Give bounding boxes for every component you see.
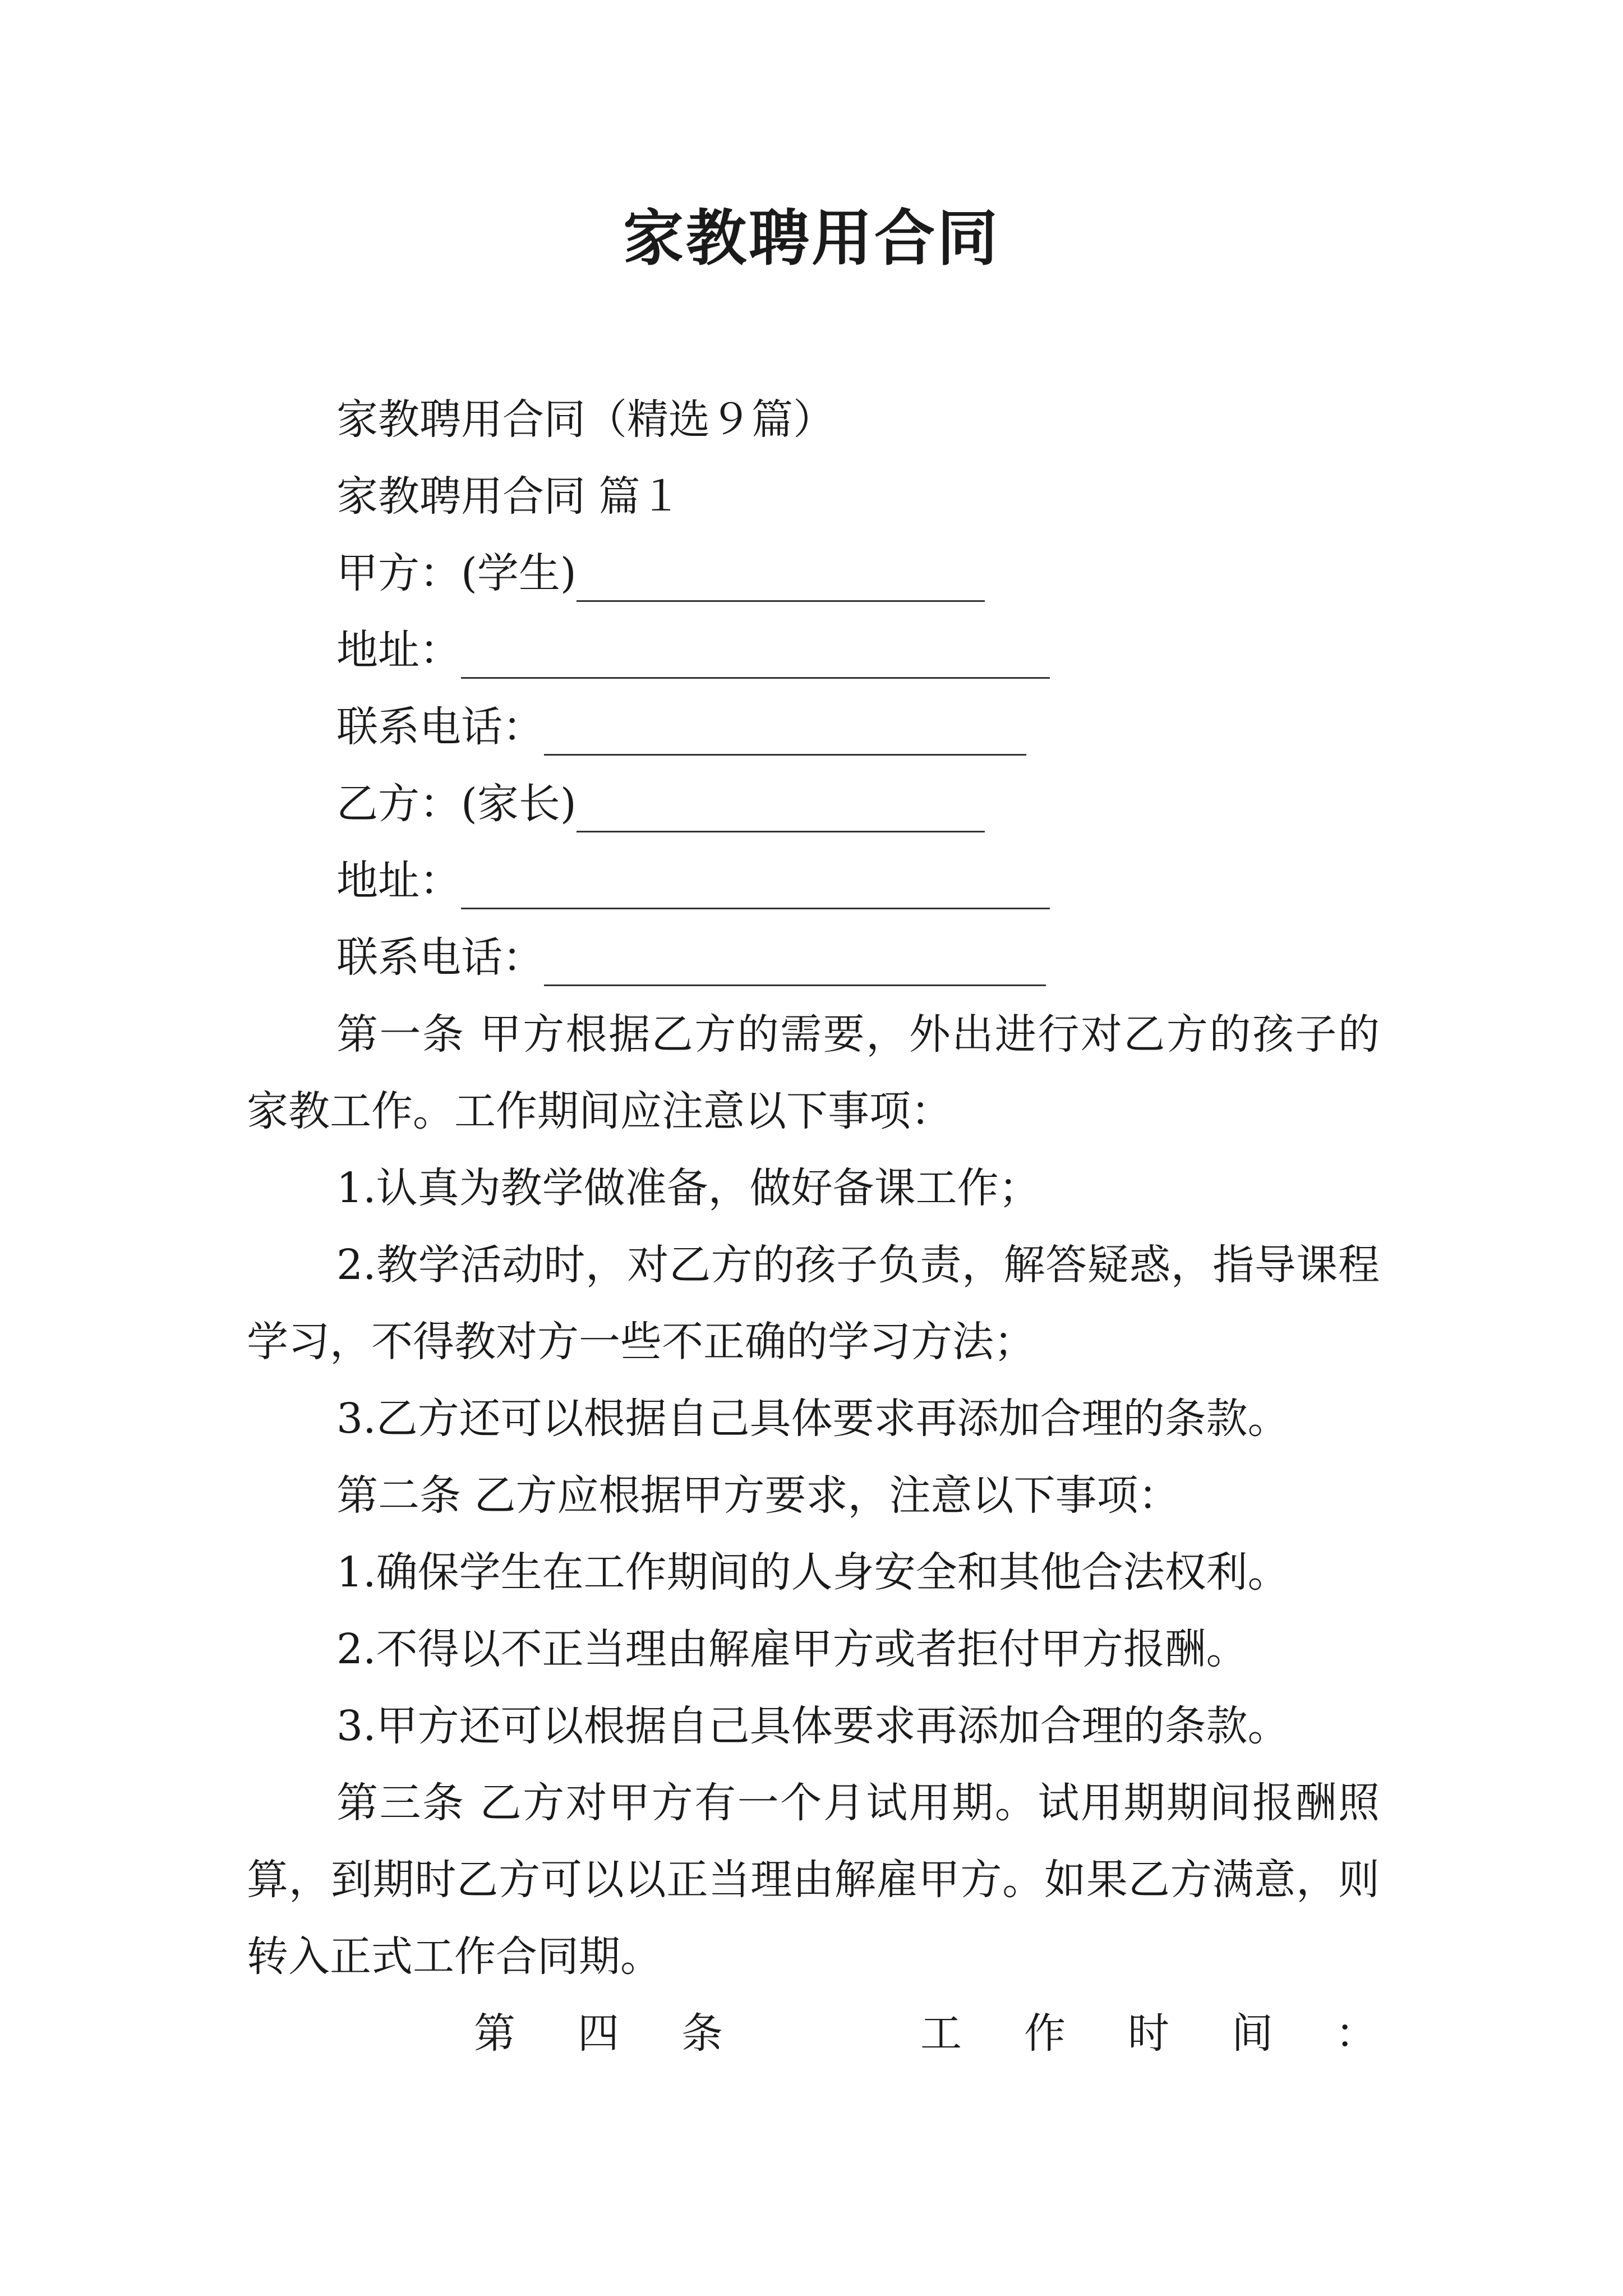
phone-a-blank [544,715,1026,756]
address-a-line [247,612,1380,689]
address-a-label: 地址： [336,626,461,674]
article-1-item-1: 1.认真为教学做准备，做好备课工作； [336,1164,1040,1212]
article-4-char: 工 [920,2009,962,2058]
article-4-char: 时 [1128,2009,1169,2058]
party-a-label: 甲方：(学生) [336,549,577,597]
article-4-char: 间 [1232,2009,1273,2058]
article-4-char: 条 [681,2009,723,2058]
collection-heading: 家教聘用合同（精选９篇） [336,395,834,444]
article-1-item-3: 3.乙方还可以根据自己具体要求再添加合理的条款。 [336,1395,1289,1443]
party-a-blank [577,561,985,602]
phone-a-line [247,689,1380,766]
article-2-item-2: 2.不得以不正当理由解雇甲方或者拒付甲方报酬。 [336,1625,1248,1673]
article-1-item-2: 2.教学活动时，对乙方的孩子负责，解答疑惑，指导课程学习，不得教对方一些不正确的学习方法； [247,1241,1380,1366]
phone-a-label: 联系电话： [336,703,544,751]
article-1: 第一条 甲方根据乙方的需要，外出进行对乙方的孩子的家教工作。工作期间应注意以下事项： [247,1010,1380,1135]
article-4-heading [474,1995,1377,2072]
address-a-blank [461,638,1050,679]
address-b-blank [461,868,1050,909]
article-4-spacer [785,1995,858,2072]
party-b-line [247,766,1380,843]
article-2: 第二条 乙方应根据甲方要求，注意以下事项： [336,1471,1180,1520]
address-b-line [247,843,1380,919]
phone-b-line [247,919,1380,996]
article-4-char: 作 [1024,2009,1066,2058]
article-2-item-1: 1.确保学生在工作期间的人身安全和其他合法权利。 [336,1548,1289,1596]
article-4-char: 四 [578,2009,619,2058]
part-heading: 家教聘用合同 篇１ [336,472,682,521]
phone-b-label: 联系电话： [336,933,544,982]
article-4-char: ： [1335,2009,1377,2058]
article-3: 第三条 乙方对甲方有一个月试用期。试用期期间报酬照算，到期时乙方可以以正当理由解雇甲方。如果乙方满意，则转入正式工作合同期。 [247,1779,1380,1981]
party-a-line [247,535,1380,612]
address-b-label: 地址： [336,857,461,905]
document-title: 家教聘用合同 [623,203,1000,274]
party-b-label: 乙方：(家长) [336,780,577,828]
article-2-item-3: 3.甲方还可以根据自己具体要求再添加合理的条款。 [336,1702,1289,1750]
document-body [247,381,1380,2072]
phone-b-blank [544,945,1046,986]
article-4-char: 第 [474,2009,515,2058]
party-b-blank [577,792,985,832]
